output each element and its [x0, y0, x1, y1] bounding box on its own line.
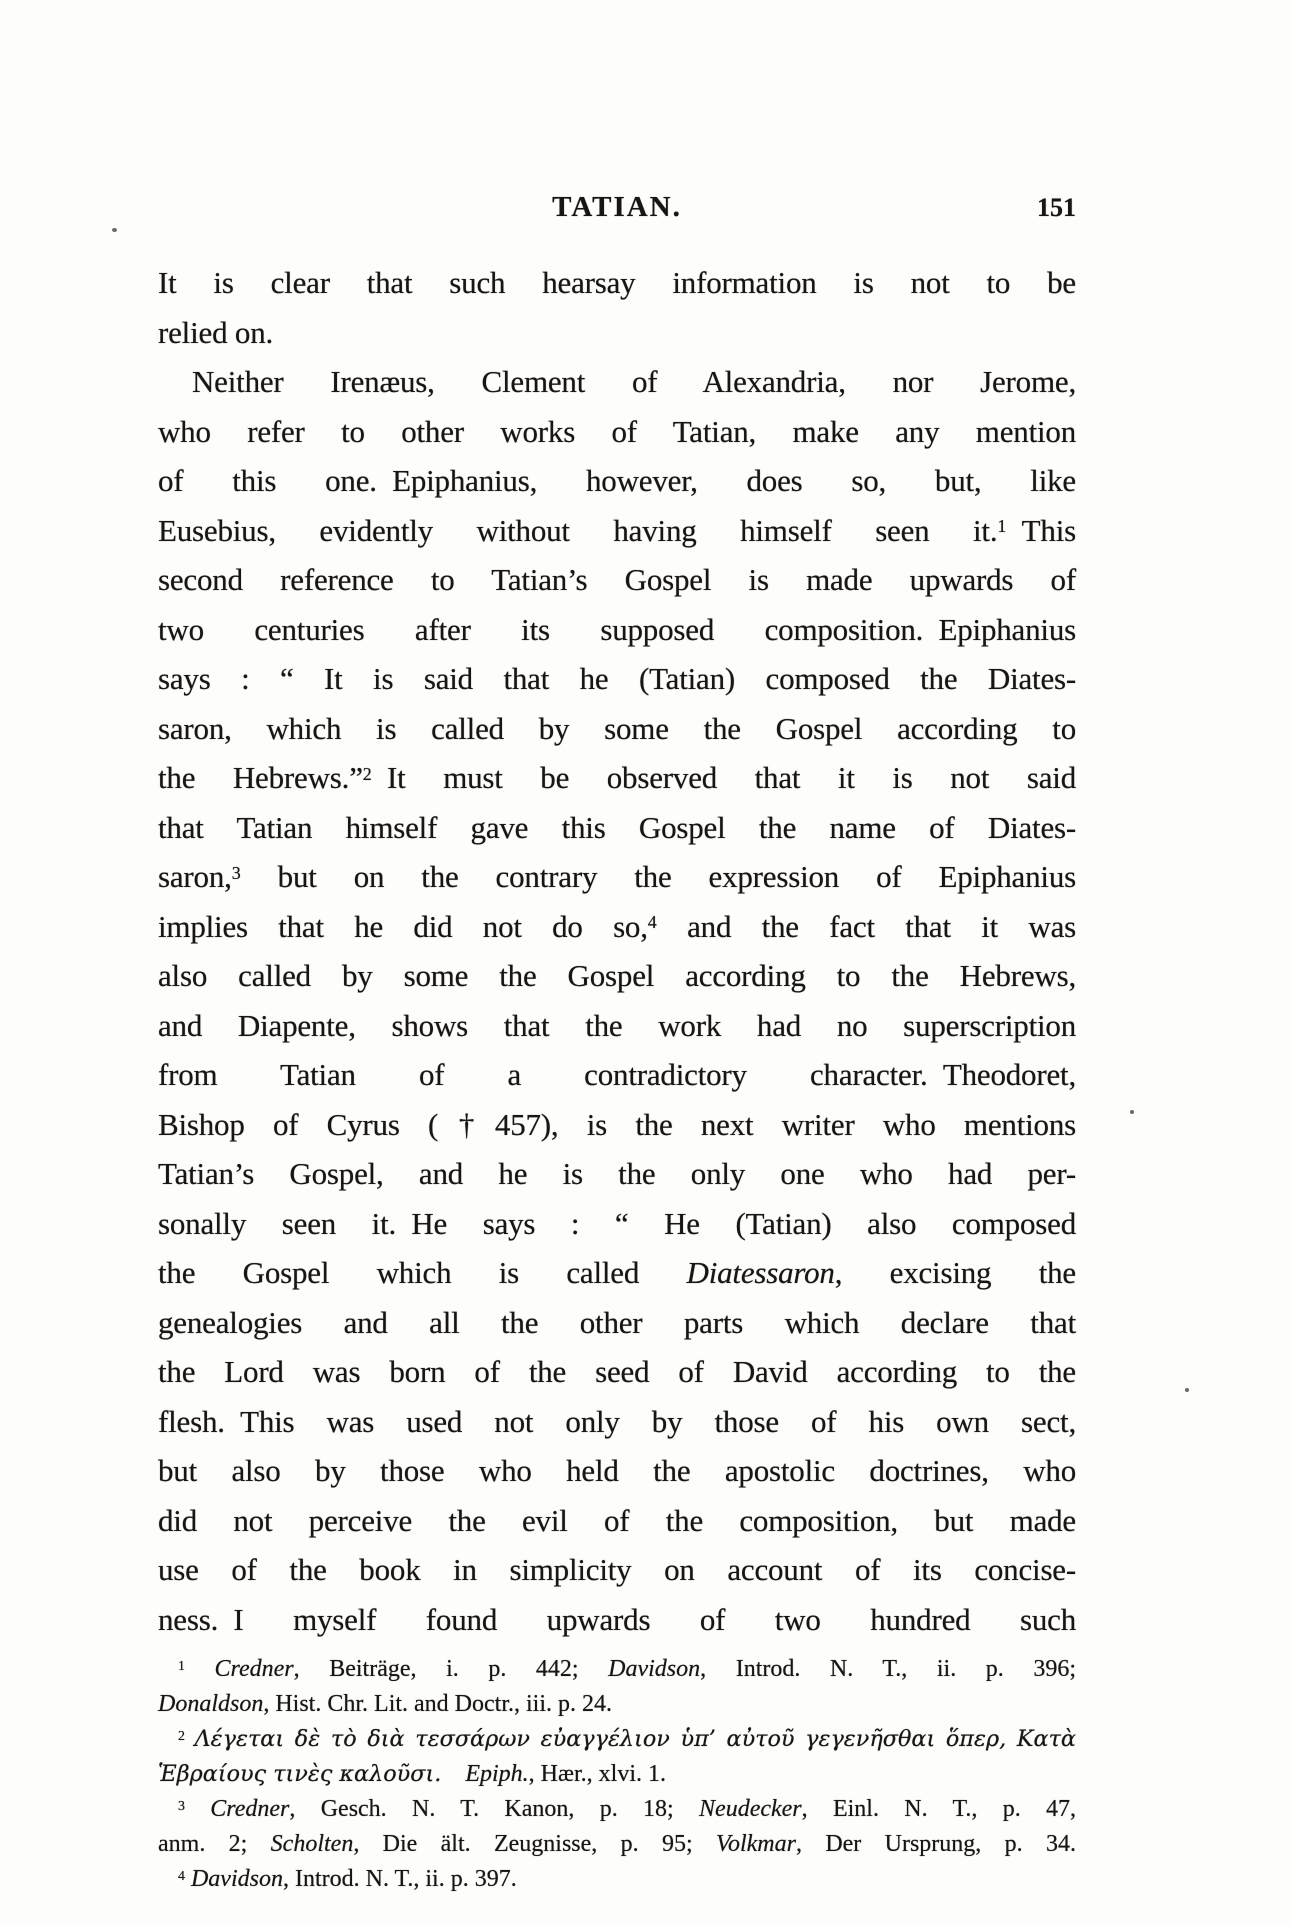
text-segment: did not perceive the evil of the composition, but made	[158, 1502, 1076, 1538]
italic-segment: Credner	[214, 1656, 294, 1682]
text-line	[158, 258, 1076, 308]
text-line	[158, 1496, 1076, 1546]
text-segment: but also by those who held the apostolic doctrines, who	[158, 1453, 1076, 1488]
text-line	[158, 1050, 1076, 1100]
text-line	[158, 1199, 1076, 1249]
text-segment: two centuries after its supposed composition. Epiphanius	[158, 611, 1076, 647]
text-segment: It must be observed that it is not said	[371, 760, 1076, 795]
text-segment: the Gospel which is called	[158, 1255, 687, 1290]
text-segment: use of the book in simplicity on account of its concise-	[158, 1552, 1076, 1587]
footnote-marker: 2	[362, 763, 372, 784]
text-segment: , Gesch. N. T. Kanon, p. 18;	[289, 1796, 700, 1822]
text-line	[158, 1100, 1076, 1150]
text-line	[158, 1595, 1076, 1645]
text-segment: relied on.	[158, 314, 274, 350]
italic-segment: Diatessaron	[686, 1255, 835, 1290]
text-segment: , Hist. Chr. Lit. and Doctr., iii. p. 24.	[263, 1691, 612, 1717]
text-segment	[185, 1656, 215, 1682]
footnote-line	[158, 1827, 1076, 1862]
text-segment: genealogies and all the other parts which declare that	[158, 1304, 1076, 1340]
text-segment: flesh. This was used not only by those of his own sect,	[158, 1403, 1076, 1439]
italic-segment: Volkmar	[715, 1831, 796, 1857]
italic-segment: Credner	[210, 1796, 290, 1822]
text-segment: Tatian’s Gospel, and he is the only one who had per-	[158, 1156, 1076, 1191]
text-segment: the Lord was born of the seed of David according to the	[158, 1354, 1076, 1389]
text-segment: saron, which is called by some the Gospel according to	[158, 710, 1076, 746]
text-segment: , Introd. N. T., ii. p. 396;	[700, 1656, 1077, 1682]
scan-speck	[112, 228, 117, 232]
footnote-line	[158, 1687, 1076, 1722]
italic-segment: Davidson	[608, 1656, 701, 1682]
text-line	[158, 1298, 1076, 1348]
running-head	[158, 191, 1076, 225]
text-line	[158, 1001, 1076, 1051]
italic-segment: Davidson	[190, 1866, 283, 1892]
greek-segment: Ἑβραίους τινὲς καλοῦσι.	[158, 1761, 442, 1787]
text-segment: This	[1006, 512, 1076, 548]
footnote-line	[158, 1792, 1076, 1827]
text-segment: who refer to other works of Tatian, make any mention	[158, 413, 1076, 449]
footnotes	[158, 1652, 1076, 1897]
text-segment: also called by some the Gospel according to the Hebrews,	[158, 958, 1076, 993]
text-segment	[185, 1796, 210, 1822]
footnote-line	[158, 1722, 1076, 1757]
running-head-title: TATIAN.	[552, 191, 682, 223]
footnote-line	[158, 1652, 1076, 1687]
footnote-marker: 1	[997, 516, 1007, 537]
text-line	[158, 753, 1076, 803]
footnote-marker: 2	[178, 1728, 185, 1744]
text-segment: Bishop of Cyrus (†457), is the next writer who mentions	[158, 1106, 1076, 1142]
text-line	[158, 951, 1076, 1001]
italic-segment: Neudecker	[699, 1796, 802, 1822]
text-segment: says : “ It is said that he (Tatian) composed the Diates-	[158, 661, 1076, 696]
text-segment: of this one. Epiphanius, however, does so, but, like	[158, 463, 1076, 498]
text-line	[158, 852, 1076, 902]
text-line	[158, 605, 1076, 655]
text-segment: and Diapente, shows that the work had no superscription	[158, 1007, 1076, 1043]
footnote-marker: 1	[178, 1658, 185, 1674]
text-line	[158, 1545, 1076, 1595]
scan-speck	[1185, 1388, 1189, 1392]
text-line	[158, 654, 1076, 704]
text-line	[158, 803, 1076, 853]
text-segment: sonally seen it. He says : “ He (Tatian) also composed	[158, 1205, 1076, 1241]
body-text	[158, 258, 1076, 1644]
text-segment: ness. I myself found upwards of two hundred such	[158, 1601, 1076, 1637]
text-segment: from Tatian of a contradictory character. Theodoret,	[158, 1057, 1076, 1092]
footnote-marker: 4	[647, 912, 657, 933]
footnote-marker: 3	[178, 1798, 185, 1814]
text-segment: the Hebrews.”	[158, 760, 363, 795]
text-line	[158, 357, 1076, 407]
page-number: 151	[1037, 193, 1076, 222]
footnote-marker: 3	[231, 862, 241, 883]
text-segment: It is clear that such hearsay information is not to be	[158, 265, 1076, 300]
greek-segment: Λέγεται δὲ τὸ διὰ τεσσάρων εὐαγγέλιον ὑπ’ αὐτοῦ γεγενῆσθαι ὅπερ, Κατὰ	[194, 1726, 1076, 1752]
text-line	[158, 1397, 1076, 1447]
text-line	[158, 1347, 1076, 1397]
text-segment	[185, 1726, 195, 1752]
text-line	[158, 704, 1076, 754]
text-line	[158, 456, 1076, 506]
text-segment: Eusebius, evidently without having himself seen it.	[158, 512, 998, 548]
text-line	[158, 1248, 1076, 1298]
text-segment: , Der Ursprung, p. 34.	[795, 1831, 1076, 1857]
text-line	[158, 506, 1076, 556]
text-segment	[441, 1761, 465, 1787]
text-segment: , Beiträge, i. p. 442;	[293, 1656, 609, 1682]
text-segment: but on the contrary the expression of Epiphanius	[240, 859, 1076, 894]
text-segment: implies that he did not do so,	[158, 908, 648, 944]
footnote-line	[158, 1862, 1076, 1897]
footnote-marker: 4	[178, 1868, 185, 1884]
text-line	[158, 902, 1076, 952]
italic-segment: Scholten	[270, 1831, 354, 1857]
text-segment: and the fact that it was	[656, 908, 1076, 944]
italic-segment: Donaldson	[158, 1691, 264, 1717]
text-segment: , Hær., xlvi. 1.	[528, 1761, 666, 1787]
text-line	[158, 1149, 1076, 1199]
scan-speck	[1130, 1110, 1134, 1114]
text-segment: , excising the	[834, 1255, 1076, 1290]
italic-segment: Epiph.	[465, 1761, 529, 1787]
text-line	[158, 555, 1076, 605]
text-line	[158, 407, 1076, 457]
text-segment: that Tatian himself gave this Gospel the name of Diates-	[158, 809, 1076, 845]
text-line	[158, 308, 1076, 358]
text-segment: second reference to Tatian’s Gospel is made upwards of	[158, 562, 1076, 597]
text-segment: Neither Irenæus, Clement of Alexandria, nor Jerome,	[192, 364, 1076, 399]
text-segment: , Einl. N. T., p. 47,	[801, 1796, 1077, 1822]
text-segment: , Introd. N. T., ii. p. 397.	[282, 1866, 517, 1892]
text-line	[158, 1446, 1076, 1496]
footnote-line	[158, 1757, 1076, 1792]
text-segment: saron,	[158, 859, 232, 894]
text-segment: anm. 2;	[158, 1831, 271, 1857]
text-segment: , Die ält. Zeugnisse, p. 95;	[353, 1831, 716, 1857]
